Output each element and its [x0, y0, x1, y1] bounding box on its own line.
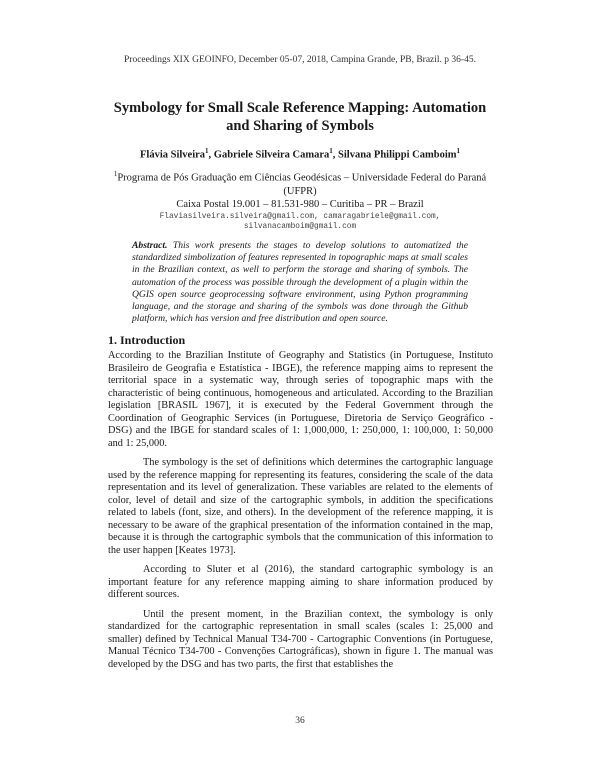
author-name: Flávia Silveira [140, 149, 206, 161]
abstract-text: This work presents the stages to develop solutions to automatized the standardized simbolization of features represented in topographic maps at small scales in the Brazilian context, as well to perform the storage and sharing of symbols. The automation of the process was possible through the development of a plugin within the QGIS open source geoprocessing software environment, using Python programming language, and the storage and sharing of the symbols was done through the Github platform, which has version and free distribution and open source. [132, 240, 468, 325]
title-line-2: and Sharing of Symbols [226, 118, 374, 134]
author-affil-mark: 1 [456, 147, 460, 155]
author-name: Gabriele Silveira Camara [213, 149, 330, 161]
author-list: Flávia Silveira$^1$, Gabriele Silveira Camara$^1$, Silvana Philippi Camboim$^1$ [140, 147, 460, 161]
paragraph: Until the present moment, in the Brazilian context, the symbology is only standardized for the cartographic representation in small scales (scales 1: 25,000 and smaller) defined by Technical Manual T34-700 - Cartographic Conventions (in Portuguese, Manual Técnico T34-700 - Convenções Cartográficas), shown in figure 1. The manual was developed by the DSG and has two parts, the first that establishes the [108, 608, 493, 670]
emails-line-2: silvanacamboim@gmail.com [243, 223, 357, 231]
abstract [132, 240, 468, 325]
section-heading: 1. Introduction [108, 333, 186, 347]
abstract-label: Abstract. [132, 240, 168, 251]
paper-title [60, 99, 540, 135]
affil-line-2: (UFPR) [283, 185, 317, 197]
affil-mark: 1 [113, 170, 118, 178]
affil-line-3: Caixa Postal 19.001 – 81.531-980 – Curitiba – PR – Brazil [176, 198, 424, 210]
emails-line-1: Flaviasilveira.silveira@gmail.com, camaragabriele@gmail.com, [159, 213, 441, 221]
author-affil-mark: 1 [205, 147, 209, 155]
running-header: Proceedings XIX GEOINFO, December 05-07, 2018, Campina Grande, PB, Brazil. p 36-45. [124, 55, 476, 65]
title-line-1: Symbology for Small Scale Reference Mapping: Automation [113, 100, 487, 116]
paragraph: According to Sluter et al (2016), the standard cartographic symbology is an important feature for any reference mapping aiming to share information produced by different sources. [108, 564, 493, 600]
author-affil-mark: 1 [329, 147, 333, 155]
body-text [108, 350, 493, 678]
affil-line-1: Programa de Pós Graduação em Ciências Geodésicas – Universidade Federal do Paraná [117, 172, 487, 184]
author-name: Silvana Philippi Camboim [338, 149, 457, 161]
author-emails [90, 212, 510, 232]
paragraph: According to the Brazilian Institute of Geography and Statistics (in Portuguese, Instituto Brasileiro de Geografia e Estatística - IBGE), the reference mapping aims to represent the territorial space in a systematic way, through series of topographic maps with the characteristic of being continuous, homogeneous and articulated. According to the Brazilian legislation [BRASIL 1967], it is executed by the Federal Government through the Coordination of Geographic Services (in Portuguese, Diretoria de Serviço Geográfico - DSG) and the IBGE for standard scales of 1: 1,000,000, 1: 250,000, 1: 100,000, 1: 50,000 and 1: 25,000. [108, 350, 493, 449]
affiliation [100, 168, 500, 211]
page-number: 36 [295, 716, 305, 726]
paragraph: The symbology is the set of definitions which determines the cartographic language used by the reference mapping for representing its features, considering the scale of the data representation and its level of generalization. These variables are related to the elements of color, level of detail and size of the cartographic symbols, in addition the specifications related to labels (font, size, and others). In the development of the reference mapping, it is necessary to be aware of the graphical presentation of the information contained in the map, because it is through the cartographic symbols that the communication of this information to the user happen [Keates 1973]. [108, 457, 493, 556]
